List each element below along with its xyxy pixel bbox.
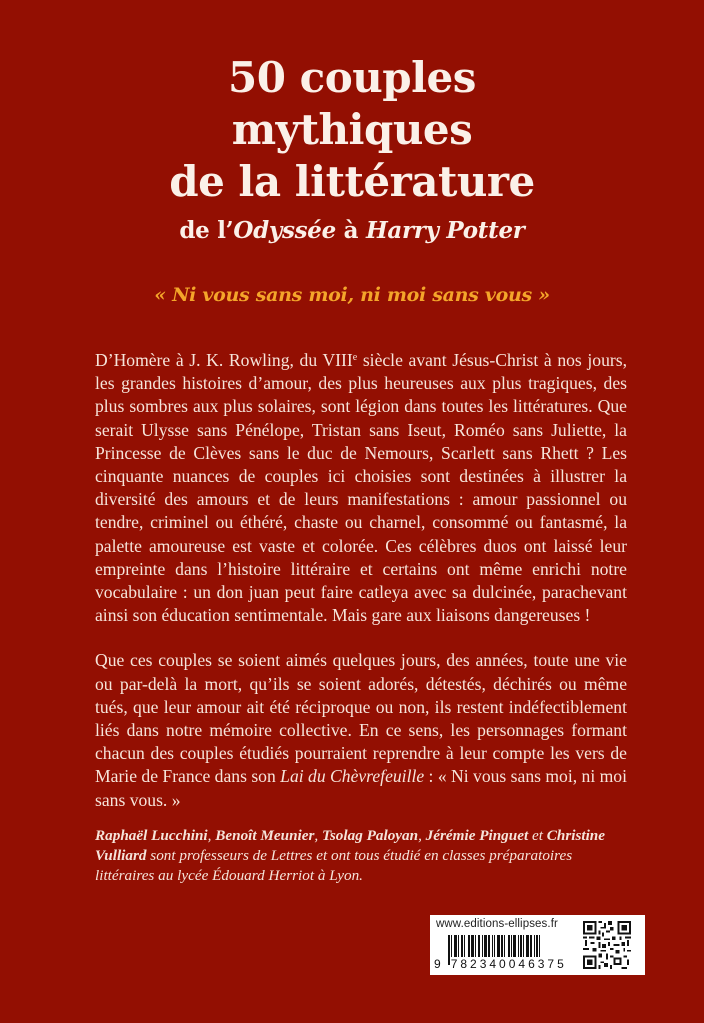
authors-description: sont professeurs de Lettres et ont tous étudié en classes préparatoires littéraires au lycée Édouard Herriot à Lyon. (95, 847, 573, 884)
p2-work-title: Lai du Chèvrefeuille (280, 766, 425, 787)
subtitle-middle: à (335, 217, 366, 244)
author-name: Tsolag Paloyan (322, 827, 419, 844)
book-subtitle (0, 216, 704, 246)
subtitle-harry-potter: Harry Potter (365, 217, 525, 244)
author-name: Christine Vulliard (95, 827, 605, 864)
subtitle-prefix: de l’ (179, 217, 234, 244)
separator: , (314, 827, 323, 844)
publisher-website[interactable]: www.editions-ellipses.fr (436, 918, 558, 930)
title-block (0, 52, 704, 246)
isbn-digits: 782340046375 (450, 957, 567, 971)
isbn-label (430, 915, 645, 975)
p2-end: : « Ni vous sans moi, ni moi sans vous. » (95, 766, 627, 810)
separator: et (528, 827, 547, 844)
subtitle-odyssey: Odyssée (233, 217, 336, 244)
authors-note (95, 826, 635, 886)
qr-code-icon[interactable] (583, 921, 631, 969)
blurb-paragraph-1 (95, 349, 627, 627)
isbn-lead-digit: 9 (434, 957, 444, 971)
p2-start: Que ces couples se soient aimés quelques jours, des années, toute une vie ou par-delà la mort, qu’ils se soient adorés, détestés, déchirés ou même tués, que leur amour ait été réciproque ou non, ils restent indéfectiblement liés dans notre mémoire collective. En ce sens, les personnages formant chacun des couples étudiés pourraient reprendre à leur compte les vers de Marie de France dans son (95, 650, 627, 787)
author-name: Benoît Meunier (215, 827, 315, 844)
p1-start: D’Homère à J. K. Rowling, du VIII (95, 350, 353, 370)
p1-rest: siècle avant Jésus-Christ à nos jours, les grandes histoires d’amour, des plus heureuses aux plus tragiques, des plus sombres aux plus solaires, sont légion dans toutes les littératures. Que serait Ulysse sans Pénélope, Tristan sans Iseut, Roméo sans Juliette, la Princesse de Clèves sans le duc de Nemours, Scarlett sans Rhett ? Les cinquante nuances de couples ici choisies sont destinées à illustrer la diversité des amours et de leurs manifestations : amour passionnel ou tendre, criminel ou éthéré, chaste ou charnel, consommé ou fantasmé, la palette amoureuse est vaste et colorée. Ces célèbres duos ont laissé leur empreinte dans l’histoire littéraire et certains ont même enrichi notre vocabulaire : un don juan peut faire catleya avec sa dulcinée, parachevant ainsi son éducation sentimentale. Mais gare aux liaisons dangereuses ! (95, 350, 627, 626)
motto-quote: « Ni vous sans moi, ni moi sans vous » (154, 284, 550, 306)
book-title-line-1: 50 couples (228, 53, 476, 102)
blurb (95, 349, 627, 812)
book-title-line-3: de la littérature (169, 157, 535, 206)
p1-superscript: e (352, 352, 358, 363)
blurb-paragraph-2 (95, 649, 627, 811)
separator: , (207, 827, 216, 844)
author-name: Jérémie Pinguet (425, 827, 529, 844)
book-title-line-2: mythiques (231, 105, 473, 154)
isbn-number (434, 957, 568, 971)
separator: , (418, 827, 426, 844)
author-name: Raphaël Lucchini (95, 827, 208, 844)
